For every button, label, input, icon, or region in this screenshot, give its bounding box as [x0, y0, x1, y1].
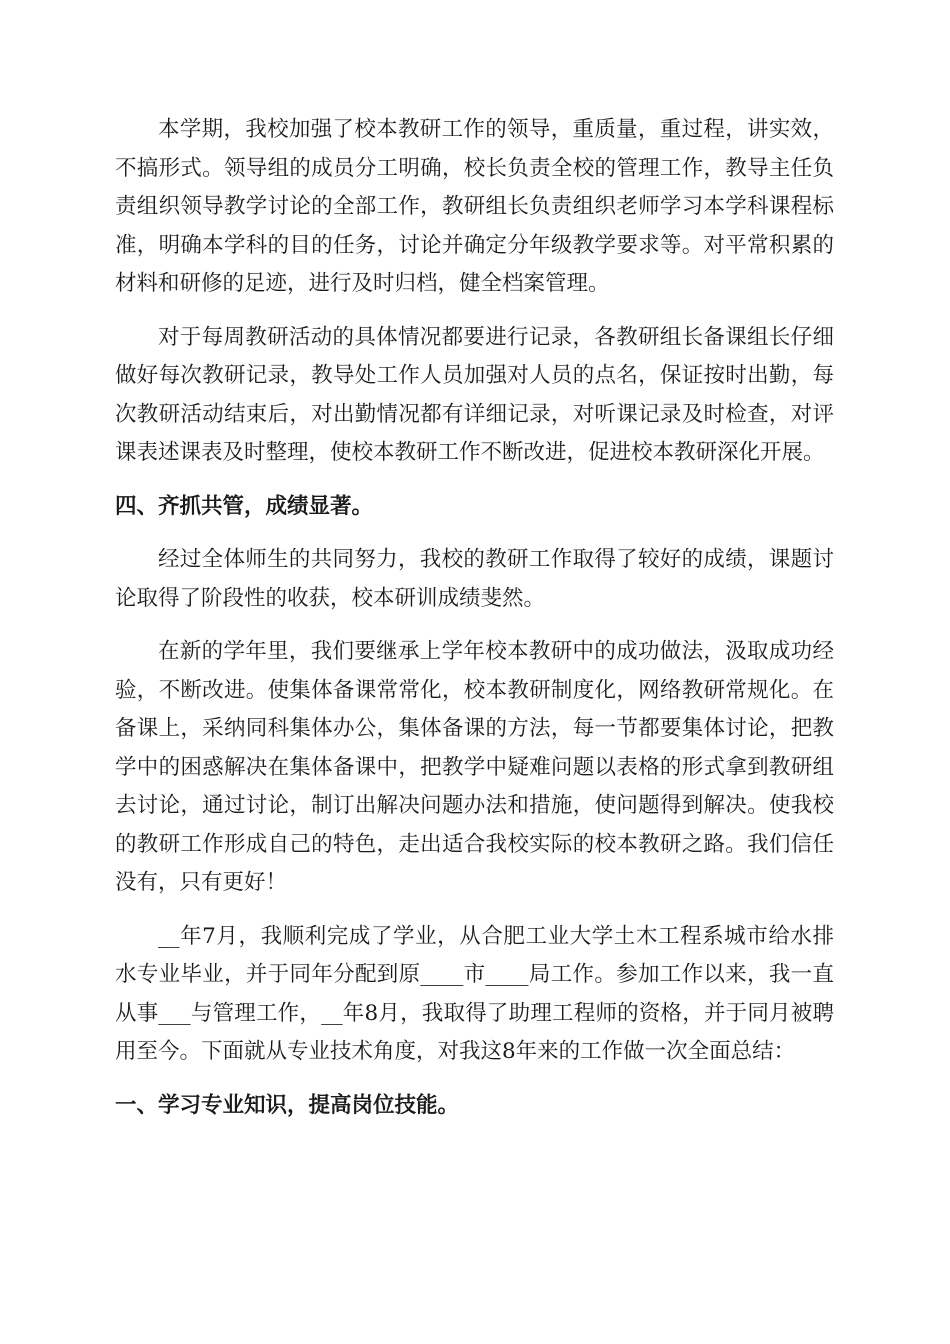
paragraph-career-summary: __年7月，我顺利完成了学业，从合肥工业大学土木工程系城市给水排水专业毕业，并于同年分配到原____市____局工作。参加工作以来，我一直从事___与管理工作，__年8月，我取得了助理工程师的资格，并于同月被聘用至今。下面就从专业技术角度，对我这8年来的工作做一次全面总结： — [115, 923, 834, 1064]
paragraph-achievements: 经过全体师生的共同努力，我校的教研工作取得了较好的成绩，课题讨论取得了阶段性的收获，校本研训成绩斐然。 — [115, 547, 834, 611]
section-heading-one: 一、学习专业知识，提高岗位技能。 — [115, 1092, 460, 1118]
paragraph-gap — [115, 1072, 834, 1087]
paragraph-gap — [115, 473, 834, 488]
paragraph-leadership: 本学期，我校加强了校本教研工作的领导，重质量，重过程，讲实效，不搞形式。领导组的成员分工明确，校长负责全校的管理工作，教导主任负责组织领导教学讨论的全部工作，教研组长负责组织老师学习本学科课程标准，明确本学科的目的任务，讨论并确定分年级教学要求等。对平常积累的材料和研修的足迹，进行及时归档，健全档案管理。 — [115, 117, 834, 296]
paragraph-new-year-plan: 在新的学年里，我们要继承上学年校本教研中的成功做法，汲取成功经验，不断改进。使集体备课常常化，校本教研制度化，网络教研常规化。在备课上，采纳同科集体办公，集体备课的方法，每一节都要集体讨论，把教学中的困惑解决在集体备课中，把教学中疑难问题以表格的形式拿到教研组去讨论，通过讨论，制订出解决问题办法和措施，使问题得到解决。使我校的教研工作形成自己的特色，走出适合我校实际的校本教研之路。我们信任没有，只有更好！ — [115, 639, 834, 895]
paragraph-gap — [115, 618, 834, 633]
section-heading-four: 四、齐抓共管，成绩显著。 — [115, 493, 374, 519]
paragraph-gap — [115, 526, 834, 541]
paragraph-gap — [115, 903, 834, 918]
document-page — [115, 111, 834, 1125]
paragraph-records: 对于每周教研活动的具体情况都要进行记录，各教研组长备课组长仔细做好每次教研记录，教导处工作人员加强对人员的点名，保证按时出勤，每次教研活动结束后，对出勤情况都有详细记录，对听课记录及时检查，对评课表述课表及时整理，使校本教研工作不断改进，促进校本教研深化开展。 — [115, 324, 834, 465]
paragraph-gap — [115, 304, 834, 319]
